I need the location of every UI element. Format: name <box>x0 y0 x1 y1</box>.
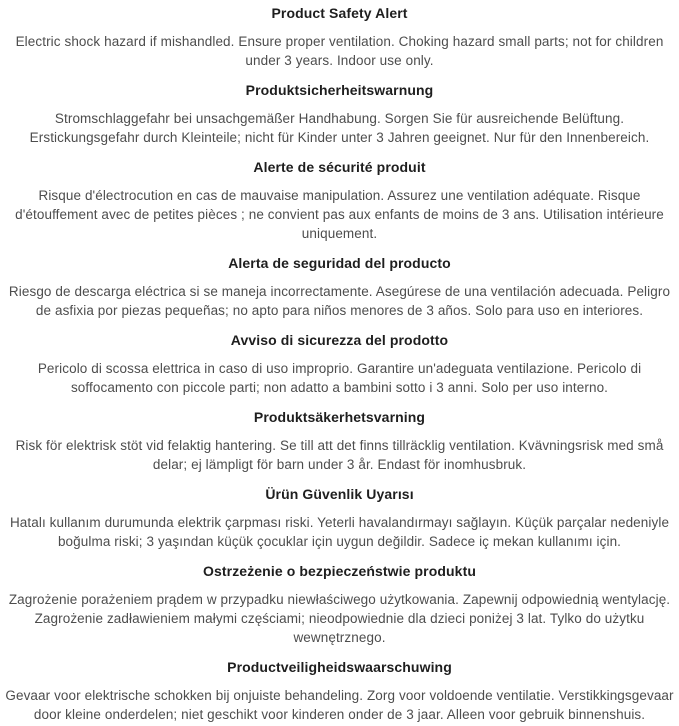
alert-section-heading: Alerta de seguridad del producto <box>228 255 451 271</box>
alert-section-tr <box>4 486 675 551</box>
alert-section-body-text: Riesgo de descarga eléctrica si se maneja incorrectamente. Asegúrese de una ventilación adecuada. Peligro de asfixia por piezas pequeñas; no apto para niños menores de 3 años. Solo para uso en interiores. <box>8 284 671 318</box>
alert-section-heading: Avviso di sicurezza del prodotto <box>230 332 449 348</box>
alert-section-en <box>4 5 675 70</box>
alert-section-de <box>4 82 675 147</box>
alert-section-body-text: Stromschlaggefahr bei unsachgemäßer Handhabung. Sorgen Sie für ausreichende Belüftung. Erstickungsgefahr durch Kleinteile; nicht für Kinder unter 3 Jahren geeignet. Nur für den Innenbereich. <box>29 111 650 145</box>
alert-section-heading: Alerte de sécurité produit <box>253 159 426 175</box>
alert-section-nl <box>4 659 675 724</box>
alert-section-pl <box>4 563 675 647</box>
alert-section-body-text: Gevaar voor elektrische schokken bij onjuiste behandeling. Zorg voor voldoende ventilatie. Verstikkingsgevaar door kleine onderdelen; niet geschikt voor kinderen onder de 3 jaar. Alleen voor gebruik binnenshuis. <box>5 688 674 722</box>
alert-section-body-text: Risque d'électrocution en cas de mauvaise manipulation. Assurez une ventilation adéquate. Risque d'étouffement avec de petites pièces ; ne convient pas aux enfants de moins de 3 ans. Utilisation intérieure uniquement. <box>15 188 664 241</box>
alert-section-fr <box>4 159 675 243</box>
alert-section-body-text: Hatalı kullanım durumunda elektrik çarpması riski. Yeterli havalandırmayı sağlayın. Küçük parçalar nedeniyle boğulma riski; 3 yaşından küçük çocuklar için uygun değildir. Sadece iç mekan kullanımı için. <box>9 515 670 549</box>
alert-section-heading: Product Safety Alert <box>271 5 408 21</box>
alert-section-body-text: Electric shock hazard if mishandled. Ensure proper ventilation. Choking hazard small parts; not for children under 3 years. Indoor use only. <box>15 34 664 68</box>
alert-section-body-text: Pericolo di scossa elettrica in caso di uso improprio. Garantire un'adeguata ventilazione. Pericolo di soffocamento con piccole parti; non adatto a bambini sotto i 3 anni. Solo per uso interno. <box>37 361 642 395</box>
alert-section-sv <box>4 409 675 474</box>
alert-section-heading: Produktsäkerhetsvarning <box>253 409 426 425</box>
alert-section-es <box>4 255 675 320</box>
alert-section-heading: Productveiligheidswaarschuwing <box>227 659 452 675</box>
alert-section-heading: Ürün Güvenlik Uyarısı <box>265 486 414 502</box>
alert-section-it <box>4 332 675 397</box>
alert-section-heading: Ostrzeżenie o bezpieczeństwie produktu <box>203 563 476 579</box>
alert-section-heading: Produktsicherheitswarnung <box>245 82 434 98</box>
alert-section-body-text: Zagrożenie porażeniem prądem w przypadku niewłaściwego użytkowania. Zapewnij odpowiednią wentylację. Zagrożenie zadławieniem małymi częściami; nieodpowiednie dla dzieci poniżej 3 lat. Tylko do użytku wewnętrznego. <box>8 592 671 645</box>
alert-section-body-text: Risk för elektrisk stöt vid felaktig hantering. Se till att det finns tillräcklig ventilation. Kvävningsrisk med små delar; ej lämpligt för barn under 3 år. Endast för inomhusbruk. <box>15 438 664 472</box>
